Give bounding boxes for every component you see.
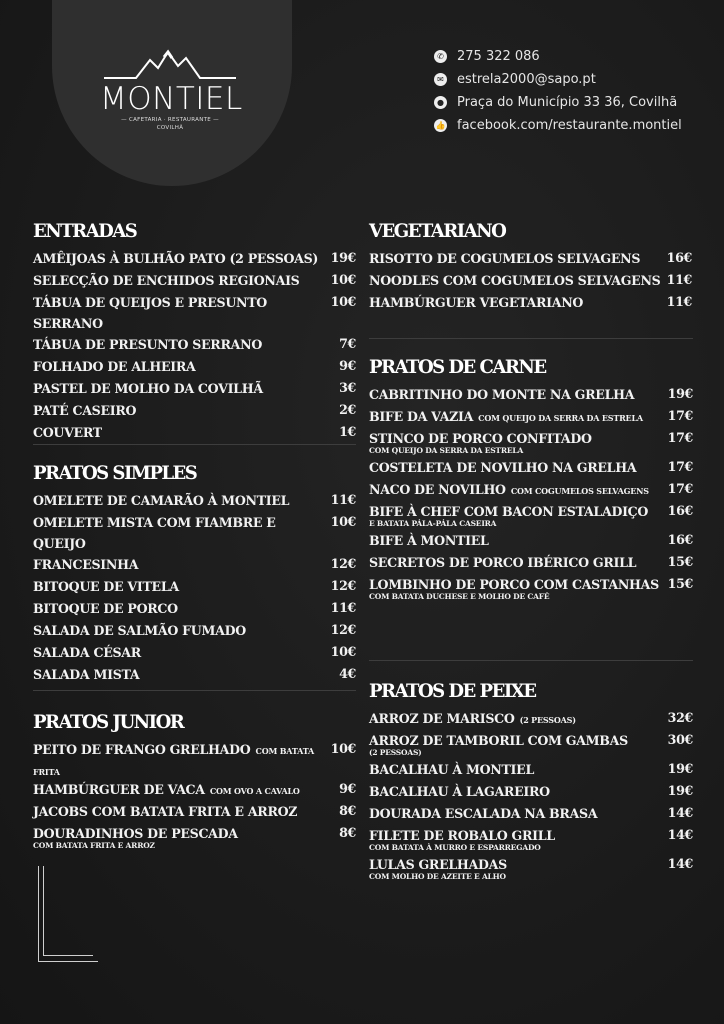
contact-item[interactable] (434, 45, 682, 68)
email-icon: ✉ (434, 73, 447, 86)
menu-item-name: PASTEL DE MOLHO DA COVILHÃ (33, 381, 263, 396)
menu-item-text (33, 248, 318, 269)
brand-name: MONTIEL (100, 81, 243, 117)
menu-item (369, 457, 693, 479)
menu-item (33, 739, 356, 779)
menu-item-text (33, 356, 195, 377)
menu-item-description: COM BATATA À MURRO E ESPARREGADO (369, 843, 541, 852)
menu-item (33, 356, 356, 378)
menu-item (33, 334, 356, 356)
phone-icon: ✆ (434, 50, 447, 63)
menu-item-name: BITOQUE DE VITELA (33, 579, 179, 594)
menu-item (33, 400, 356, 422)
menu-item (369, 270, 692, 292)
menu-item (369, 530, 693, 552)
divider (369, 660, 693, 661)
menu-item-text (369, 781, 550, 802)
section-pratos-de-peixe (369, 676, 693, 883)
menu-item-text (369, 479, 649, 500)
menu-item-text (369, 384, 634, 405)
menu-item-text (369, 708, 576, 729)
contact-text[interactable]: 275 322 086 (457, 49, 540, 64)
menu-item-name: TÁBUA DE PRESUNTO SERRANO (33, 337, 262, 352)
menu-item-price: 14€ (667, 856, 693, 871)
menu-item (33, 779, 356, 801)
contact-item[interactable] (434, 91, 682, 114)
menu-item-price: 10€ (330, 644, 356, 659)
menu-item (369, 708, 693, 730)
menu-item (369, 552, 693, 574)
menu-item-name: FILETE DE ROBALO GRILL (369, 828, 555, 843)
menu-item-text (369, 574, 659, 603)
menu-item-text (33, 598, 178, 619)
menu-item-text (369, 854, 507, 883)
menu-item-price: 7€ (339, 336, 356, 351)
menu-item-name: ARROZ DE TAMBORIL COM GAMBAS (369, 733, 628, 748)
menu-item-price: 17€ (667, 430, 693, 445)
menu-item-name: BACALHAU À MONTIEL (369, 762, 534, 777)
menu-item (33, 620, 356, 642)
menu-item-text (33, 739, 331, 779)
menu-item-text (369, 552, 636, 573)
menu-item-text (369, 292, 583, 313)
menu-item-text (33, 378, 263, 399)
menu-item-name: JACOBS COM BATATA FRITA E ARROZ (33, 804, 298, 819)
menu-item-name: FRANCESINHA (33, 557, 139, 572)
menu-item-text (33, 823, 238, 852)
menu-item-text (33, 642, 141, 663)
menu-item-price: 17€ (667, 408, 693, 423)
menu-item-description: COM MOLHO DE AZEITE E ALHO (369, 872, 506, 881)
menu-item-price: 16€ (667, 532, 693, 547)
menu-item (33, 292, 356, 334)
menu-item (369, 384, 693, 406)
menu-item-price: 10€ (330, 294, 356, 309)
menu-item-name: TÁBUA DE QUEIJOS E PRESUNTO SERRANO (33, 295, 267, 331)
menu-item (369, 803, 693, 825)
menu-item (369, 825, 693, 854)
menu-item (369, 292, 692, 314)
contact-text[interactable]: facebook.com/restaurante.montiel (457, 118, 682, 133)
menu-item-description: COM BATATA FRITA E ARROZ (33, 841, 155, 850)
menu-item (369, 781, 693, 803)
divider (33, 444, 356, 445)
menu-item-name: PATÉ CASEIRO (33, 403, 137, 418)
menu-item-name: NACO DE NOVILHO (369, 482, 506, 497)
menu-item-text (369, 759, 534, 780)
menu-item (33, 270, 356, 292)
menu-item (33, 642, 356, 664)
menu-item (369, 479, 693, 501)
menu-item-text (33, 620, 246, 641)
menu-item-price: 14€ (667, 805, 693, 820)
menu-item-price: 17€ (667, 481, 693, 496)
section-pratos-junior (33, 707, 356, 852)
menu-item-price: 8€ (339, 825, 356, 840)
menu-item (33, 598, 356, 620)
menu-item-price: 32€ (667, 710, 693, 725)
section-vegetariano (369, 216, 692, 314)
menu-item-name: BACALHAU À LAGAREIRO (369, 784, 550, 799)
menu-item-text (33, 554, 138, 575)
menu-item (33, 801, 356, 823)
menu-item-price: 3€ (339, 380, 356, 395)
menu-item-price: 12€ (330, 622, 356, 637)
menu-item-text (33, 512, 331, 554)
menu-item-price: 4€ (339, 666, 356, 681)
menu-item-text (369, 270, 660, 291)
menu-item (33, 576, 356, 598)
divider (369, 338, 693, 339)
contact-list (434, 45, 682, 137)
menu-item-name: SALADA MISTA (33, 667, 140, 682)
thumbs-up-icon: 👍 (435, 121, 446, 130)
section-title: PRATOS JUNIOR (33, 711, 184, 733)
menu-item-name: NOODLES COM COGUMELOS SELVAGENS (369, 273, 661, 288)
menu-item-price: 11€ (666, 272, 692, 287)
menu-item-description: COM BATATA DUCHESE E MOLHO DE CAFÉ (369, 592, 550, 601)
menu-item (369, 730, 693, 759)
menu-item-text (369, 530, 489, 551)
menu-item-name: COSTELETA DE NOVILHO NA GRELHA (369, 460, 637, 475)
menu-item (33, 248, 356, 270)
menu-item-name: STINCO DE PORCO CONFITADO (369, 431, 592, 446)
menu-item-text (369, 457, 636, 478)
menu-item-price: 1€ (339, 424, 356, 439)
decorative-line (38, 866, 39, 962)
menu-item-description: (2 PESSOAS) (369, 748, 422, 757)
brand-tagline: — CAFETARIA · RESTAURANTE — (121, 117, 219, 123)
menu-item-text (33, 779, 300, 800)
menu-item-text (369, 428, 592, 457)
menu-item (33, 490, 356, 512)
menu-item (369, 854, 693, 883)
section-entradas (33, 216, 356, 444)
menu-item (33, 554, 356, 576)
section-pratos-de-carne (369, 352, 693, 603)
menu-item-name: BIFE À MONTIEL (369, 533, 489, 548)
menu-item-price: 17€ (667, 459, 693, 474)
location-pin-icon: ● (434, 96, 447, 109)
menu-item (369, 759, 693, 781)
menu-item (369, 428, 693, 457)
contact-text[interactable]: estrela2000@sapo.pt (457, 72, 596, 87)
menu-item-text (33, 664, 139, 685)
menu-item-price: 15€ (667, 576, 693, 591)
menu-item (369, 501, 693, 530)
menu-item-name: FOLHADO DE ALHEIRA (33, 359, 196, 374)
menu-item-price: 16€ (667, 503, 693, 518)
menu-item-price: 19€ (667, 761, 693, 776)
menu-item-price: 9€ (339, 358, 356, 373)
menu-item-note: COM BATATA FRITA (33, 746, 315, 777)
menu-item-name: DOURADINHOS DE PESCADA (33, 826, 238, 841)
contact-text[interactable]: Praça do Município 33 36, Covilhã (457, 95, 678, 110)
menu-item-price: 19€ (667, 386, 693, 401)
menu-item-name: OMELETE DE CAMARÃO À MONTIEL (33, 493, 290, 508)
menu-item-price: 10€ (330, 741, 356, 756)
menu-item-price: 11€ (330, 492, 356, 507)
section-title: PRATOS SIMPLES (33, 462, 197, 484)
menu-item-text (33, 801, 297, 822)
decorative-line (43, 955, 93, 956)
menu-item-name: SALADA CÉSAR (33, 645, 141, 660)
menu-item-text (33, 270, 299, 291)
brand-city: COVILHÃ (156, 125, 184, 131)
menu-item-price: 16€ (666, 250, 692, 265)
menu-item-name: LOMBINHO DE PORCO COM CASTANHAS (369, 577, 659, 592)
menu-item (369, 248, 692, 270)
menu-item-text (369, 730, 628, 759)
menu-item-price: 10€ (330, 514, 356, 529)
menu-item-note: (2 PESSOAS) (519, 715, 576, 725)
menu-item (33, 664, 356, 686)
menu-item-name: HAMBÚRGUER DE VACA (33, 782, 205, 797)
menu-item-text (369, 406, 643, 427)
menu-item-price: 2€ (339, 402, 356, 417)
menu-item-note: COM COGUMELOS SELVAGENS (510, 486, 649, 496)
menu-item-note: COM OVO A CAVALO (209, 786, 300, 796)
menu-item-name: CABRITINHO DO MONTE NA GRELHA (369, 387, 635, 402)
menu-item-text (33, 334, 262, 355)
menu-item-description: E BATATA PÁLA-PÁLA CASEIRA (369, 519, 497, 528)
menu-item-text (33, 292, 331, 334)
menu-item-price: 12€ (330, 556, 356, 571)
menu-item-price: 9€ (339, 781, 356, 796)
menu-item-text (369, 248, 640, 269)
menu-item-description: COM QUEIJO DA SERRA DA ESTRELA (369, 446, 524, 455)
menu-item-name: BITOQUE DE PORCO (33, 601, 178, 616)
menu-item-name: DOURADA ESCALADA NA BRASA (369, 806, 598, 821)
menu-item-text (33, 576, 179, 597)
logo (100, 40, 243, 132)
menu-item-text (369, 803, 597, 824)
menu-item-text (33, 400, 136, 421)
menu-item-note: COM QUEIJO DA SERRA DA ESTRELA (478, 413, 643, 423)
menu-item-name: AMÊIJOAS À BULHÃO PATO (2 PESSOAS) (33, 251, 319, 266)
decorative-line (38, 961, 98, 962)
menu-item (33, 422, 356, 444)
menu-item-price: 19€ (330, 250, 356, 265)
menu-item-name: SELECÇÃO DE ENCHIDOS REGIONAIS (33, 273, 300, 288)
menu-item-price: 15€ (667, 554, 693, 569)
menu-item-text (33, 422, 102, 443)
menu-item-name: BIFE À CHEF COM BACON ESTALADIÇO (369, 504, 649, 519)
section-title: PRATOS DE CARNE (369, 356, 546, 378)
menu-item-price: 8€ (339, 803, 356, 818)
section-pratos-simples (33, 458, 356, 686)
menu-item-price: 14€ (667, 827, 693, 842)
menu-item-price: 10€ (330, 272, 356, 287)
menu-item-text (369, 501, 648, 530)
section-title: VEGETARIANO (369, 220, 506, 242)
menu-item-name: PEITO DE FRANGO GRELHADO (33, 742, 251, 757)
menu-item-name: ARROZ DE MARISCO (369, 711, 515, 726)
menu-item (369, 574, 693, 603)
menu-item-price: 19€ (667, 783, 693, 798)
menu-item-price: 12€ (330, 578, 356, 593)
section-title: ENTRADAS (33, 220, 137, 242)
menu-item-name: HAMBÚRGUER VEGETARIANO (369, 295, 584, 310)
contact-item[interactable] (434, 114, 682, 137)
menu-item-price: 11€ (666, 294, 692, 309)
menu-item-text (369, 825, 555, 854)
menu-item-text (33, 490, 289, 511)
menu-item-name: BIFE DA VAZIA (369, 409, 474, 424)
menu-item (33, 512, 356, 554)
contact-item[interactable] (434, 68, 682, 91)
menu-item-name: RISOTTO DE COGUMELOS SELVAGENS (369, 251, 641, 266)
menu-item-price: 30€ (667, 732, 693, 747)
menu-item-name: SECRETOS DE PORCO IBÉRICO GRILL (369, 555, 637, 570)
menu-item (33, 378, 356, 400)
menu-item-name: OMELETE MISTA COM FIAMBRE E QUEIJO (33, 515, 276, 551)
menu-item-price: 11€ (330, 600, 356, 615)
menu-item-name: SALADA DE SALMÃO FUMADO (33, 623, 246, 638)
section-title: PRATOS DE PEIXE (369, 680, 536, 702)
menu-item-name: LULAS GRELHADAS (369, 857, 507, 872)
menu-item-name: COUVERT (33, 425, 102, 440)
mountain-logo-icon (100, 40, 240, 82)
menu-item (369, 406, 693, 428)
menu-item (33, 823, 356, 852)
divider (33, 690, 356, 691)
decorative-line (43, 866, 44, 956)
